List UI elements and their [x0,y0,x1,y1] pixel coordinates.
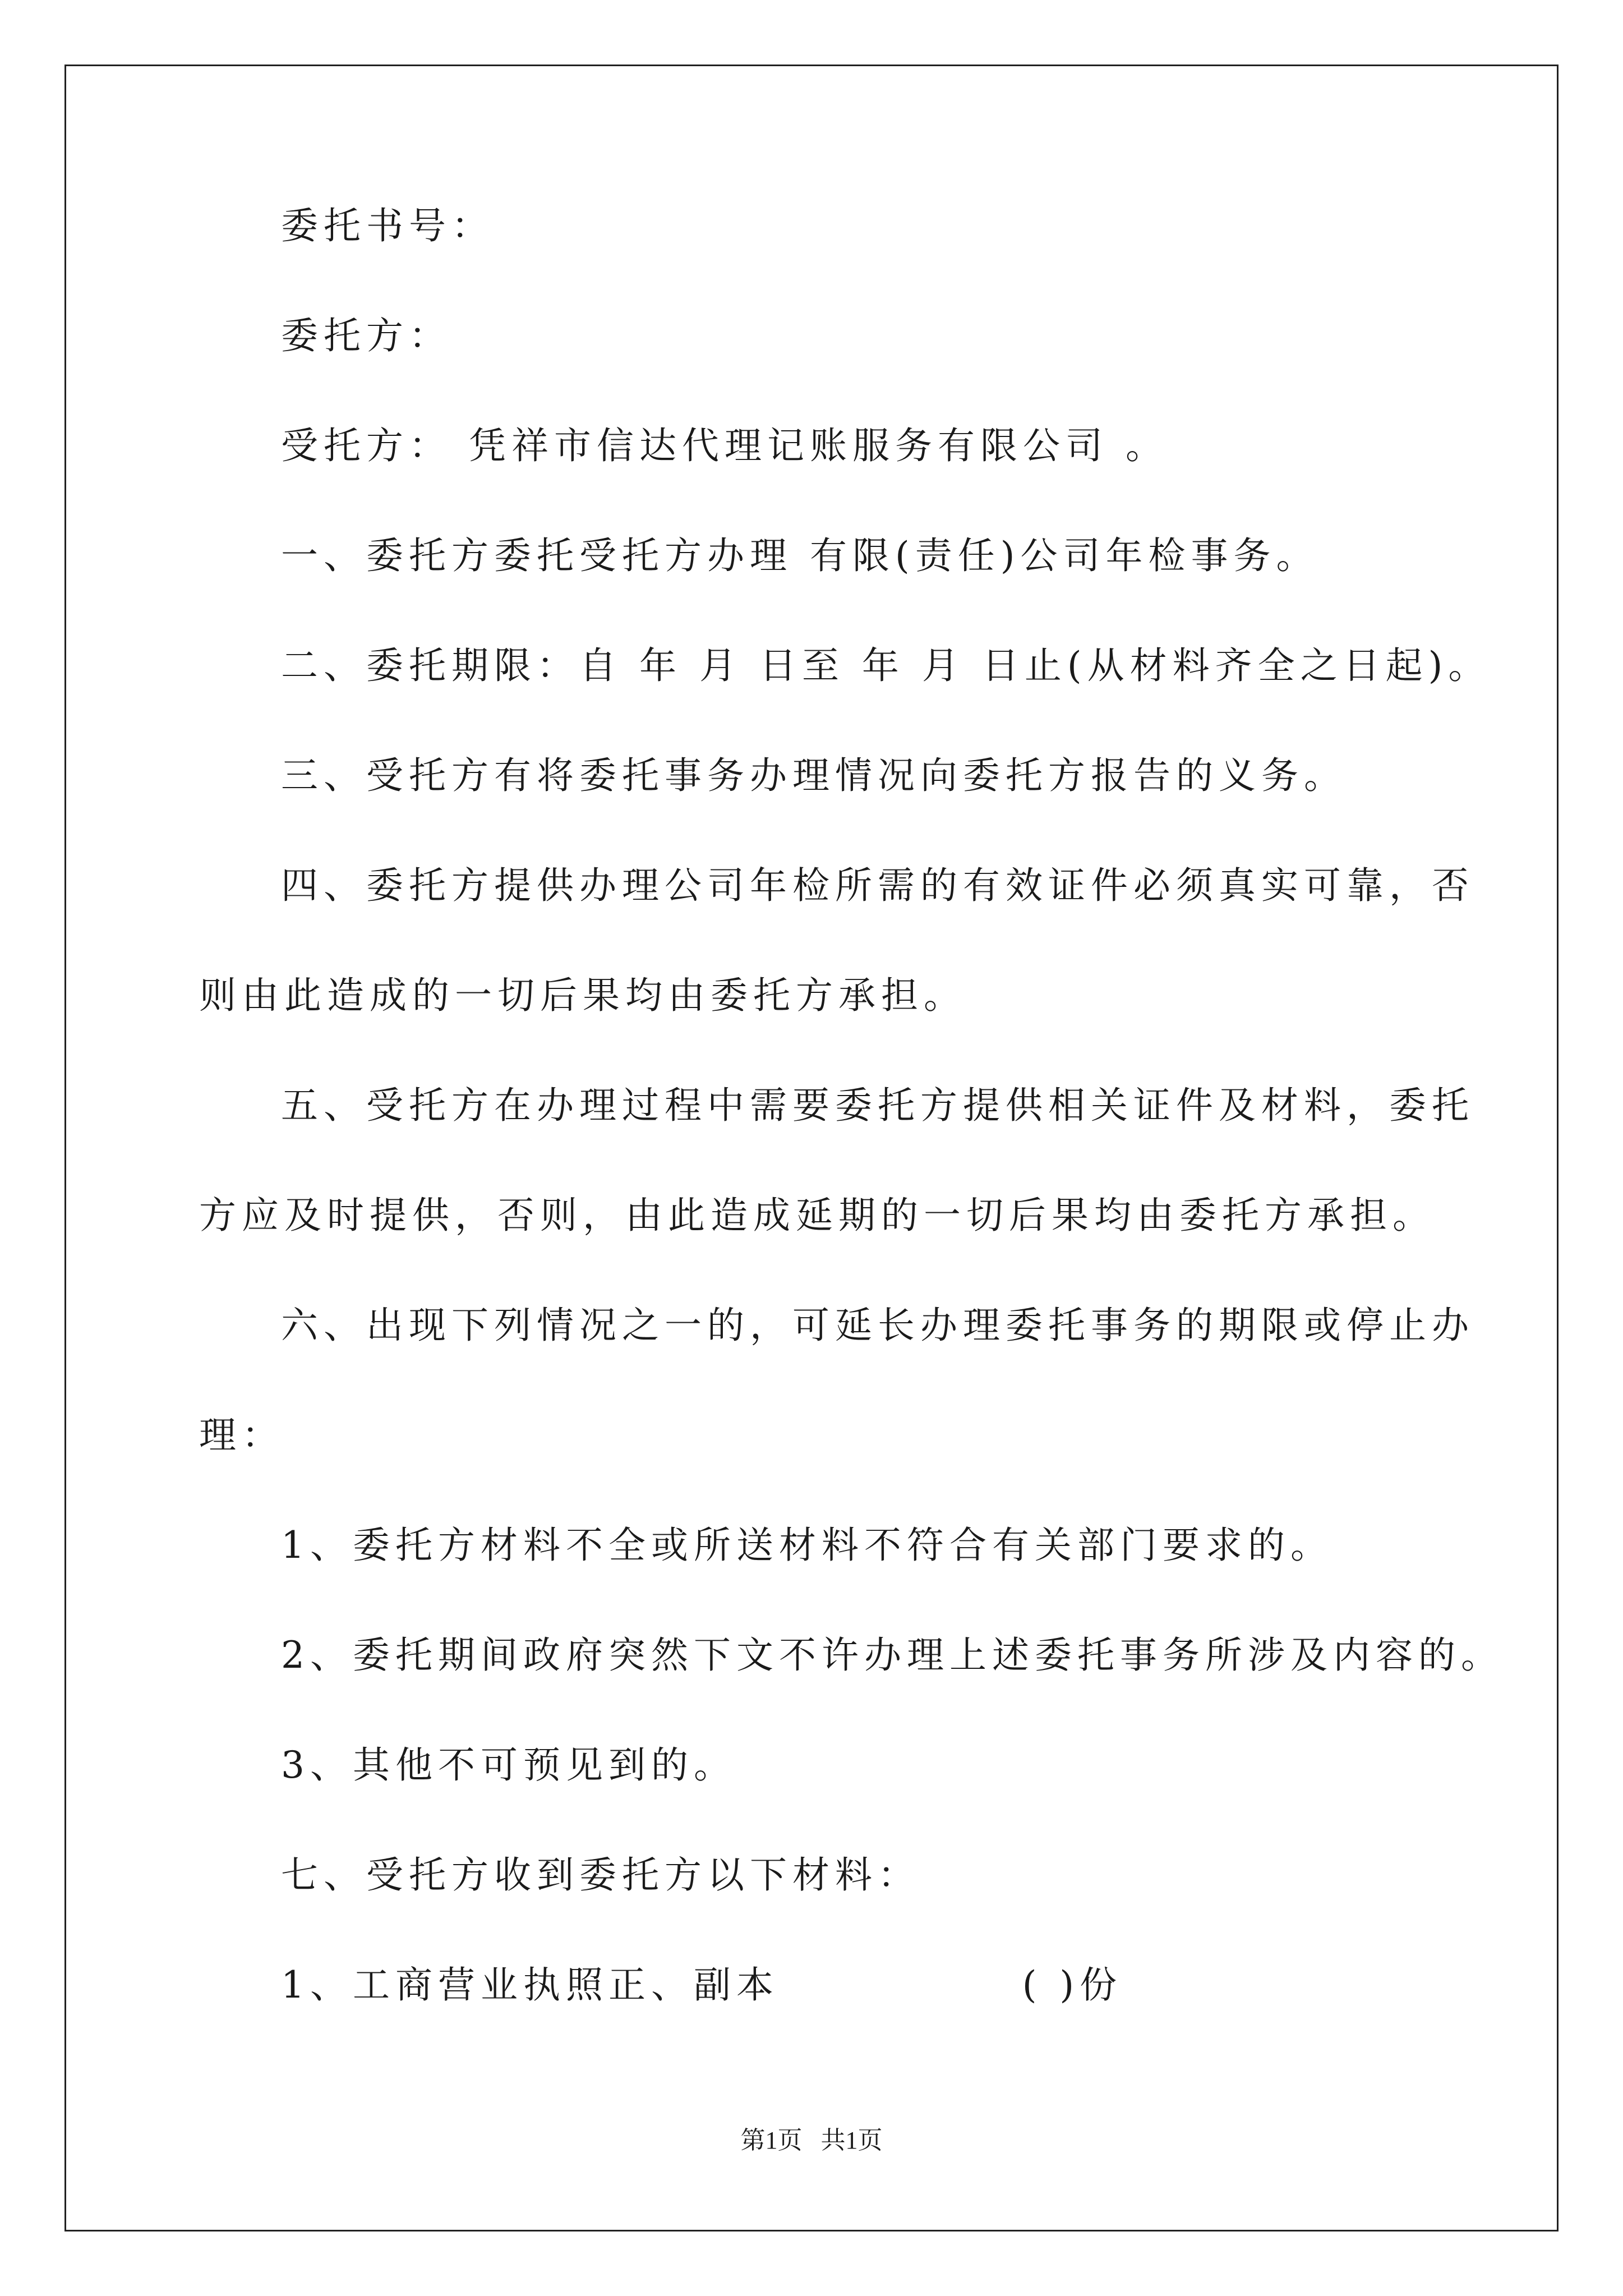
document-line: 理： [199,1414,284,1457]
document-line: 1、委托方材料不全或所送材料不符合有关部门要求的。 [281,1524,1333,1567]
document-line: 委托方： [281,314,451,357]
document-line: 六、出现下列情况之一的，可延长办理委托事务的期限或停止办 [281,1304,1474,1347]
document-line: 五、受托方在办理过程中需要委托方提供相关证件及材料，委托 [281,1084,1474,1127]
page-number-footer: 第1页 共1页 [740,2127,883,2154]
document-body [199,204,1504,2077]
document-line: 1、工商营业执照正、副本 ( )份 [281,1963,1123,2007]
document-line: 则由此造成的一切后果均由委托方承担。 [199,974,966,1017]
document-line: 方应及时提供，否则，由此造成延期的一切后果均由委托方承担。 [199,1194,1435,1237]
document-line: 2、委托期间政府突然下文不许办理上述委托事务所涉及内容的。 [281,1634,1504,1677]
document-line: 二、委托期限：自 年 月 日至 年 月 日止(从材料齐全之日起)。 [281,644,1491,687]
document-line: 四、委托方提供办理公司年检所需的有效证件必须真实可靠，否 [281,864,1474,907]
document-line: 委托书号： [281,204,494,247]
document-line: 3、其他不可预见到的。 [281,1743,736,1787]
document-line: 一、委托方委托受托方办理 有限(责任)公司年检事务。 [281,534,1319,577]
document-line: 受托方： 凭祥市信达代理记账服务有限公司 。 [281,424,1168,467]
document-line: 三、受托方有将委托事务办理情况向委托方报告的义务。 [281,754,1347,797]
document-line: 七、受托方收到委托方以下材料： [281,1853,920,1897]
